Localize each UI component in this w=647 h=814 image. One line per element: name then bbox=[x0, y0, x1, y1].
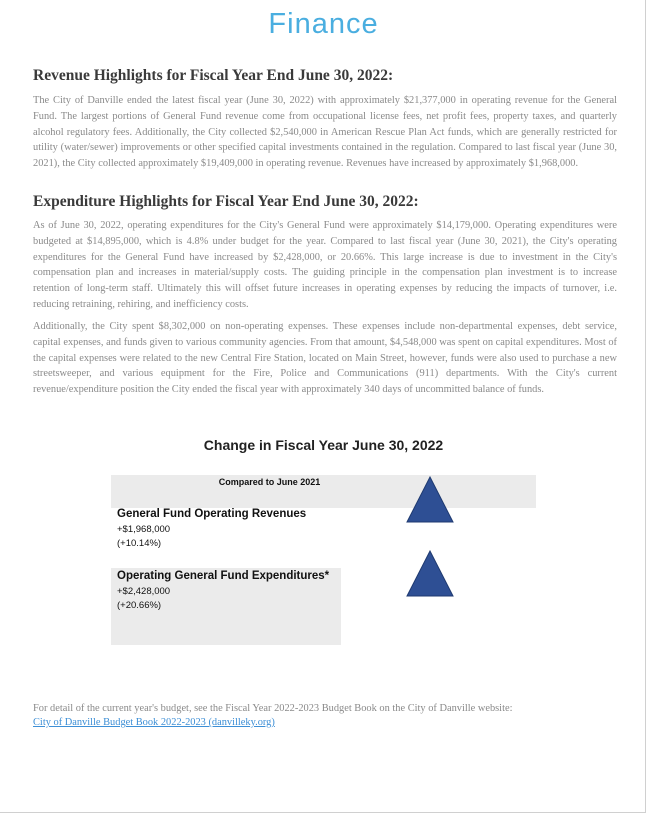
up-triangle-icon bbox=[405, 550, 455, 598]
revenue-metric-label: General Fund Operating Revenues bbox=[117, 508, 307, 520]
expenditure-metric-amount: +$2,428,000 bbox=[117, 586, 171, 597]
expenditure-metric-label: Operating General Fund Expenditures* bbox=[117, 570, 330, 582]
revenue-metric-percent: (+10.14%) bbox=[117, 538, 162, 549]
expenditure-heading: Expenditure Highlights for Fiscal Year End June 30, 2022: bbox=[33, 193, 419, 210]
expenditure-paragraph-2: Additionally, the City spent $8,302,000 on non-operating expenses. These expenses include non-departmental expenses, debt service, capital expenses, and funds given to various community agencies. From that amount, $4,548,000 was spent on capital expenditures. Most of the capital expenses were related to the new Central Fire Station, located on Main Street, however, funds were also used to purchase a new streetsweeper, and various equipment for the Fire, Police and Communications (911) departments. With the City's current revenue/expenditure position the City ended the fiscal year with approximately 340 days of uncommitted balance of funds. bbox=[33, 321, 617, 396]
budget-book-link[interactable]: City of Danville Budget Book 2022-2023 (danvilleky.org) bbox=[33, 717, 275, 728]
expenditure-paragraph-1: As of June 30, 2022, operating expenditures for the City's General Fund were approximately $14,179,000. Operating expenditures were budgeted at $14,895,000, which is 4.8% under budget for the year. Compared to last fiscal year (June 30, 2021), the City's operating expenditures for the General Fund have increased by $2,428,000, or 20.66%. This large increase is due to investment in the City's compensation plan and increases in material/supply costs. The guiding principle in the compensation plan investment is to increase retention of long-term staff. Ultimately this will offset future increases in operating expenses by reducing the impacts of turnover, i.e. reducing retraining, rehiring, and inefficiency costs. bbox=[33, 220, 617, 310]
change-title: Change in Fiscal Year June 30, 2022 bbox=[203, 437, 444, 453]
page-title: Finance bbox=[268, 8, 379, 40]
compared-label: Compared to June 2021 bbox=[218, 477, 321, 487]
footer-text: For detail of the current year's budget, see the Fiscal Year 2022-2023 Budget Book on the City of Danville website: bbox=[33, 703, 513, 714]
revenue-paragraph: The City of Danville ended the latest fiscal year (June 30, 2022) with approximately $21,377,000 in operating revenue for the General Fund. The largest portions of General Fund revenue come from occupational license fees, net profit fees, property taxes, and quarterly alcohol regulatory fees. Additionally, the City collected $2,540,000 in American Rescue Plan Act funds, which are generally restricted for utility (water/sewer) improvements or other specified capital investments contained in the regulation. Compared to last fiscal year (June 30, 2021), the City collected approximately $19,409,000 in operating revenue. Revenues have increased by approximately $1,968,000. bbox=[33, 95, 617, 170]
up-triangle-icon bbox=[405, 476, 455, 524]
expenditure-metric-percent: (+20.66%) bbox=[117, 600, 162, 611]
revenue-heading: Revenue Highlights for Fiscal Year End June 30, 2022: bbox=[33, 67, 394, 84]
revenue-metric-amount: +$1,968,000 bbox=[117, 524, 171, 535]
